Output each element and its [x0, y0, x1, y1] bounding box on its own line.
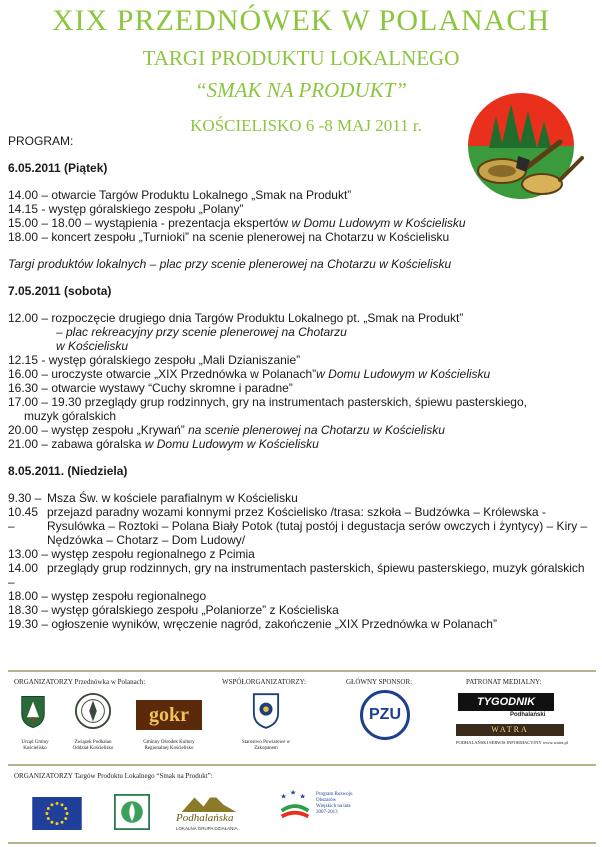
gmina-coat-of-arms-icon [20, 694, 46, 730]
day3-item: 18.00 – występ zespołu regionalnego [8, 589, 207, 603]
program-heading: PROGRAM: [8, 134, 74, 148]
day2-item-cont [8, 325, 598, 339]
logo4-caption: Starostwo Powiatowe w Zakopanem [241, 740, 291, 751]
day2-item-venue: w Domu Ludowym w Kościelisku [144, 437, 319, 451]
gokr-logo-text: gokr [149, 704, 189, 726]
day3-item: 19.30 – ogłoszenie wyników, wręczenie nagród, zakończenie „XIX Przednówka w Polanach” [8, 617, 497, 631]
day2-item [8, 367, 598, 381]
prow-caption: Program Rozwoju Obszarów Wiejskich na lata 2007-2013 [316, 792, 353, 815]
day2-item: 17.00 – 19.30 przeglądy grup rodzinnych, gry na instrumentach pasterskich, śpiewu pasterskiego, [8, 395, 527, 409]
eu-flag-icon [32, 797, 82, 830]
day1-item-venue: w Domu Ludowym w Kościelisku [291, 216, 466, 230]
separator [8, 842, 596, 844]
tygodnik-sub: Podhalański [510, 712, 546, 718]
separator [8, 764, 596, 766]
day1-item-text: 15.00 – 18.00 – wystąpienia - prezentacja ekspertów [8, 216, 292, 230]
place-date: KOŚCIELISKO 6 -8 MAJ 2011 r. [190, 116, 422, 135]
day1-note [8, 257, 598, 271]
tygodnik-logo-text: TYGODNIK [476, 696, 536, 708]
logo3-caption: Gminny Ośrodek Kultury Regionalnej Kościelisko [143, 740, 195, 751]
targi-organizers-label: ORGANIZATORZY Targów Produktu Lokalnego “Smak na Produkt”: [14, 772, 213, 780]
day1-item: 18.00 – koncert zespołu „Turnioki” na scenie plenerowej na Chotarzu w Kościelisku [8, 230, 450, 244]
page-title: XIX PRZEDNÓWEK W POLANACH [51, 4, 551, 37]
podhalanska-mountains-icon [180, 792, 238, 812]
day3-title: 8.05.2011. (Niedziela) [8, 464, 128, 478]
page-slogan: “SMAK NA PRODUKT” [195, 78, 407, 102]
podhalanska-logo-text: Podhalańska [176, 812, 234, 824]
day3-item-text: przejazd paradny wozami konnymi przez Kościelisko /trasa: szkoła – Budzówka – Królewska - Rysulówka – Roztoki – Polana Biały Potok (tutaj postój i degustacja serów owczych i żyntycy) – Kiry – Nędzówka – Chotarz – Dom Ludowy/ [47, 505, 588, 547]
day1-item: 14.15 - występ góralskiego zespołu „Polany” [8, 202, 244, 216]
day2-item-text: 16.00 – uroczyste otwarcie „XIX Przednówka w Polanach” [8, 367, 317, 381]
day2-item-text: 20.00 – występ zespołu „Krywań” [8, 423, 189, 437]
day3-item-text: Msza Św. w kościele parafialnym w Kościelisku [47, 491, 298, 505]
day2-item [8, 423, 598, 437]
day2-item-cont-text: – plac rekreacyjny przy scenie plenerowej na Chotarzu [56, 325, 347, 339]
day3-item-text: przeglądy grup rodzinnych, gry na instrumentach pasterskich, śpiewu pasterskiego, muzyk góralskich [47, 561, 585, 575]
day1-item: 14.00 – otwarcie Targów Produktu Lokalnego „Smak na Produkt” [8, 188, 352, 202]
day1-item [8, 216, 598, 230]
tygodnik-logo [458, 693, 554, 711]
separator [8, 670, 596, 672]
main-sponsor-label: GŁÓWNY SPONSOR: [346, 678, 413, 686]
day2-item-cont [8, 339, 598, 353]
podhalanska-sub: LOKALNA GRUPA DZIAŁANIA [176, 826, 238, 831]
day2-item-text: 21.00 – zabawa góralska [8, 437, 145, 451]
day3-item-time: 9.30 – [8, 491, 42, 505]
day2-item: 12.15 - występ góralskiego zespołu „Mali Dzianiszanie” [8, 353, 301, 367]
day2-title: 7.05.2011 (sobota) [8, 284, 112, 298]
day2-item-venue: w Domu Ludowym w Kościelisku [316, 367, 491, 381]
day2-item [8, 437, 598, 451]
program [8, 134, 598, 631]
day3-item-time: 14.00 – [8, 561, 39, 589]
day3-item: 18.30 – występ góralskiego zespołu „Polaniorze” z Kościeliska [8, 603, 339, 617]
day2-item: 16.30 – otwarcie wystawy “Cuchy skromne i paradne” [8, 381, 293, 395]
prow-logo-icon [276, 788, 314, 826]
starostwo-shield-icon [252, 692, 280, 730]
watra-caption: PODHALAŃSKI SERWIS INFORMACYJNY www.watra.pl [456, 740, 568, 745]
pzu-logo [360, 690, 410, 740]
day2-item: 12.00 – rozpoczęcie drugiego dnia Targów Produktu Lokalnego pt. „Smak na Produkt” [8, 311, 464, 325]
day3-item: 13.00 – występ zespołu regionalnego z Pcimia [8, 547, 255, 561]
day3-item [8, 491, 598, 505]
logo1-caption: Urząd Gminy Kościelisko [21, 740, 49, 751]
day2-item-venue: na scenie plenerowej na Chotarzu w Kościelisku [188, 423, 445, 437]
day2-item-cont-text: w Kościelisku [56, 339, 129, 353]
coorganizers-label: WSPÓŁORGANIZATORZY: [222, 678, 307, 686]
day3-item-time: 10.45 – [8, 505, 39, 533]
pzu-logo-text: PZU [369, 706, 401, 723]
day3-item [8, 505, 598, 547]
watra-logo [456, 724, 564, 736]
organizers-label: ORGANIZATORZY Przednówka w Polanach: [14, 678, 146, 686]
logo2-caption: Związek Podhalan Oddział Kościelisko [72, 740, 114, 751]
day3-item [8, 561, 598, 589]
day1-note-text: Targi produktów lokalnych – plac przy scenie plenerowej na Chotarzu w Kościelisku [8, 257, 452, 271]
watra-logo-text: WATRA [491, 725, 529, 734]
leader-logo-icon [114, 794, 150, 830]
media-label: PATRONAT MEDIALNY: [466, 678, 542, 686]
page-subtitle: TARGI PRODUKTU LOKALNEGO [142, 46, 460, 70]
gokr-logo [136, 700, 202, 730]
day1-title: 6.05.2011 (Piątek) [8, 161, 108, 175]
day2-item-cont: muzyk góralskich [24, 409, 117, 423]
zwiazek-podhalan-emblem-icon [74, 692, 112, 730]
